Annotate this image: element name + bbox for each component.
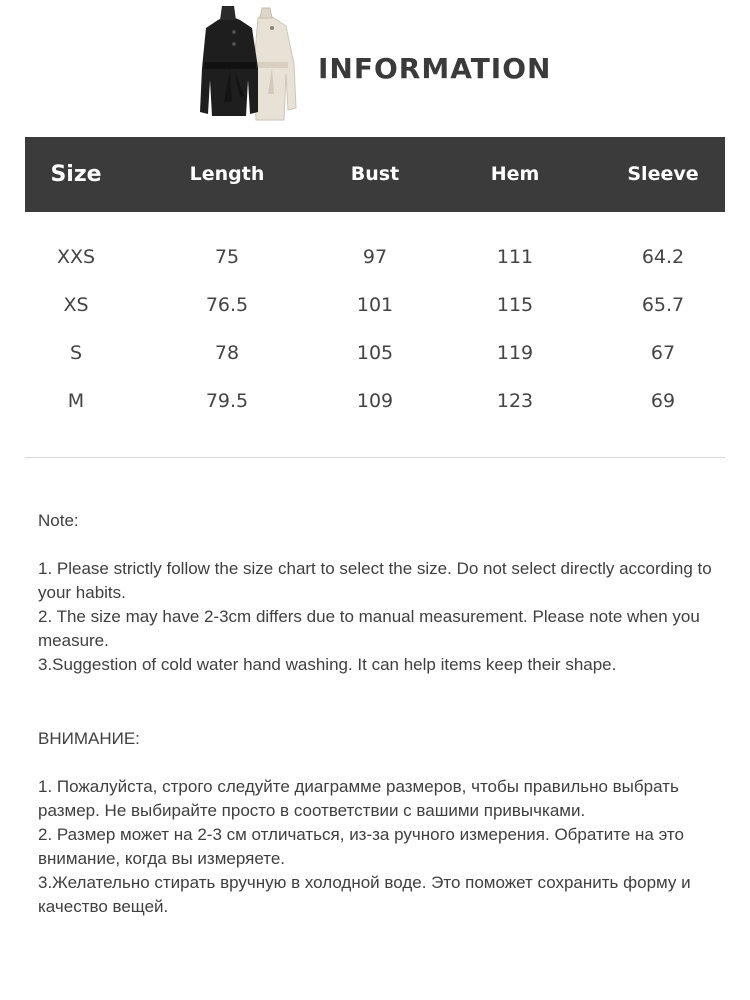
note-item: 1. Пожалуйста, строго следуйте диаграмме размеров, чтобы правильно выбрать размер. Не выбирайте просто в соответствии с вашими привычками. bbox=[38, 777, 679, 820]
hem-cell: 111 bbox=[496, 246, 534, 268]
length-cell: 75 bbox=[214, 246, 240, 268]
size-cell: S bbox=[69, 342, 83, 364]
size-cell: XXS bbox=[56, 246, 96, 268]
header bbox=[0, 0, 750, 130]
divider bbox=[25, 457, 725, 458]
sleeve-cell: 64.2 bbox=[641, 246, 685, 268]
note-item: 1. Please strictly follow the size chart to select the size. Do not select directly according to your habits. bbox=[38, 559, 712, 602]
notes-heading: ВНИМАНИЕ: bbox=[38, 729, 140, 748]
bust-cell: 109 bbox=[356, 390, 394, 412]
size-cell: XS bbox=[63, 294, 89, 316]
table-row bbox=[25, 386, 725, 416]
bust-cell: 101 bbox=[356, 294, 394, 316]
table-row bbox=[25, 338, 725, 368]
bust-cell: 105 bbox=[356, 342, 394, 364]
notes-english bbox=[38, 509, 728, 677]
length-cell: 79.5 bbox=[205, 390, 249, 412]
length-cell: 78 bbox=[214, 342, 240, 364]
column-header-hem: Hem bbox=[490, 163, 540, 185]
notes-russian bbox=[38, 727, 728, 919]
length-cell: 76.5 bbox=[205, 294, 249, 316]
sleeve-cell: 65.7 bbox=[641, 294, 685, 316]
notes-heading: Note: bbox=[38, 511, 79, 530]
bust-cell: 97 bbox=[362, 246, 388, 268]
note-item: 3.Suggestion of cold water hand washing. It can help items keep their shape. bbox=[38, 655, 617, 674]
note-item: 2. Размер может на 2-3 см отличаться, из-за ручного измерения. Обратите на это внимание, когда вы измеряете. bbox=[38, 825, 684, 868]
column-header-bust: Bust bbox=[350, 163, 400, 185]
size-cell: M bbox=[67, 390, 85, 412]
column-header-length: Length bbox=[189, 163, 265, 185]
sleeve-cell: 69 bbox=[650, 390, 676, 412]
table-header-row bbox=[25, 137, 725, 212]
page-title: INFORMATION bbox=[318, 52, 552, 85]
hem-cell: 115 bbox=[496, 294, 534, 316]
table-row bbox=[25, 242, 725, 272]
table-row bbox=[25, 290, 725, 320]
column-header-size: Size bbox=[50, 162, 102, 187]
hem-cell: 119 bbox=[496, 342, 534, 364]
note-item: 2. The size may have 2-3cm differs due to manual measurement. Please note when you measure. bbox=[38, 607, 700, 650]
note-item: 3.Желательно стирать вручную в холодной воде. Это поможет сохранить форму и качество вещей. bbox=[38, 873, 691, 916]
coat-product-image bbox=[196, 4, 306, 126]
hem-cell: 123 bbox=[496, 390, 534, 412]
column-header-sleeve: Sleeve bbox=[627, 163, 699, 185]
sleeve-cell: 67 bbox=[650, 342, 676, 364]
